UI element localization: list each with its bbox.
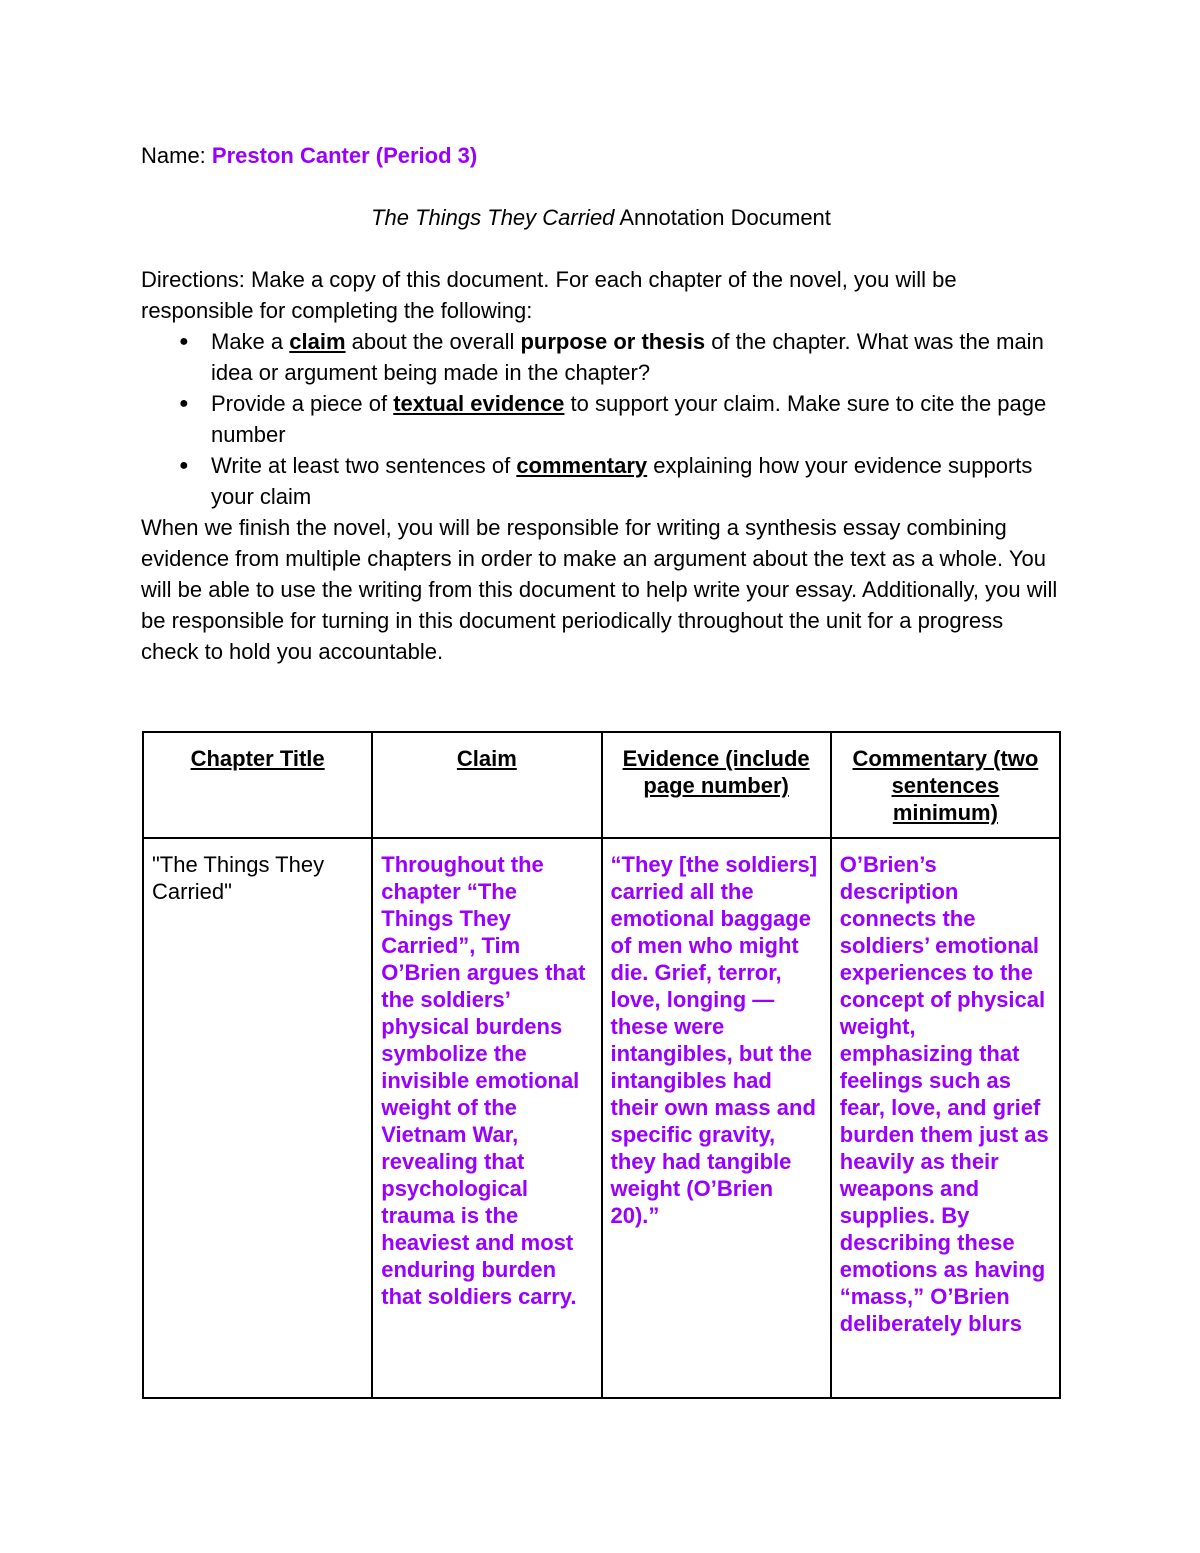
bullet-text: Write at least two sentences of bbox=[211, 453, 511, 478]
bullet-text: Provide a piece of bbox=[211, 391, 388, 416]
document-page bbox=[141, 140, 1061, 667]
directions-item-evidence bbox=[141, 388, 1061, 450]
cell-commentary[interactable]: O’Brien’s description connects the soldiers’ emotional experiences to the concept of physical weight, emphasizing that feelings such as fear, love, and grief burden them just as heavily as their weapons and supplies. By describing these emotions as having “mass,” O’Brien deliberately blurs bbox=[831, 838, 1060, 1398]
bullet-text: of the chapter. What was the main idea or argument being made in the chapter? bbox=[211, 329, 1044, 385]
annotation-table bbox=[142, 731, 1061, 1399]
header-evidence: Evidence (include page number) bbox=[602, 732, 831, 838]
bullet-text: Make a bbox=[211, 329, 284, 354]
header-chapter-title: Chapter Title bbox=[143, 732, 372, 838]
header-commentary: Commentary (two sentences minimum) bbox=[831, 732, 1060, 838]
directions-list bbox=[141, 326, 1061, 512]
directions-closing: When we finish the novel, you will be responsible for writing a synthesis essay combining evidence from multiple chapters in order to make an argument about the text as a whole. You will be able to use the writing from this document to help write your essay. Additionally, you will be responsible for turning in this document periodically throughout the unit for a progress check to hold you accountable. bbox=[141, 515, 1058, 664]
cell-chapter-title[interactable]: "The Things They Carried" bbox=[143, 838, 372, 1398]
document-title bbox=[141, 202, 1061, 233]
bullet-text: explaining how your evidence supports your claim bbox=[211, 453, 1033, 509]
bullet-text: about the overall bbox=[351, 329, 515, 354]
student-name: Preston Canter (Period 3) bbox=[211, 143, 478, 168]
cell-claim[interactable]: Throughout the chapter “The Things They Carried”, Tim O’Brien argues that the soldiers’ physical burdens symbolize the invisible emotional weight of the Vietnam War, revealing that psychological trauma is the heaviest and most enduring burden that soldiers carry. bbox=[372, 838, 601, 1398]
bullet-icon: ● bbox=[179, 333, 189, 350]
bullet-icon: ● bbox=[179, 395, 189, 412]
table-row bbox=[143, 838, 1060, 1398]
header-claim: Claim bbox=[372, 732, 601, 838]
bullet-icon: ● bbox=[179, 457, 189, 474]
cell-evidence[interactable]: “They [the soldiers] carried all the emotional baggage of men who might die. Grief, terror, love, longing — these were intangibles, but the intangibles had their own mass and specific gravity, they had tangible weight (O’Brien 20).” bbox=[602, 838, 831, 1398]
name-label: Name: bbox=[141, 143, 206, 168]
book-title: The Things They Carried bbox=[371, 205, 615, 230]
directions-item-commentary bbox=[141, 450, 1061, 512]
title-rest: Annotation Document bbox=[619, 205, 831, 230]
name-line bbox=[141, 140, 1061, 171]
directions-intro: Directions: Make a copy of this document. For each chapter of the novel, you will be responsible for completing the following: bbox=[141, 267, 957, 323]
keyword-purpose: purpose or thesis bbox=[520, 329, 706, 354]
bullet-text: to support your claim. Make sure to cite the page number bbox=[211, 391, 1047, 447]
keyword-evidence: textual evidence bbox=[393, 391, 565, 416]
directions-item-claim bbox=[141, 326, 1061, 388]
keyword-commentary: commentary bbox=[516, 453, 648, 478]
table-header-row bbox=[143, 732, 1060, 838]
keyword-claim: claim bbox=[289, 329, 346, 354]
